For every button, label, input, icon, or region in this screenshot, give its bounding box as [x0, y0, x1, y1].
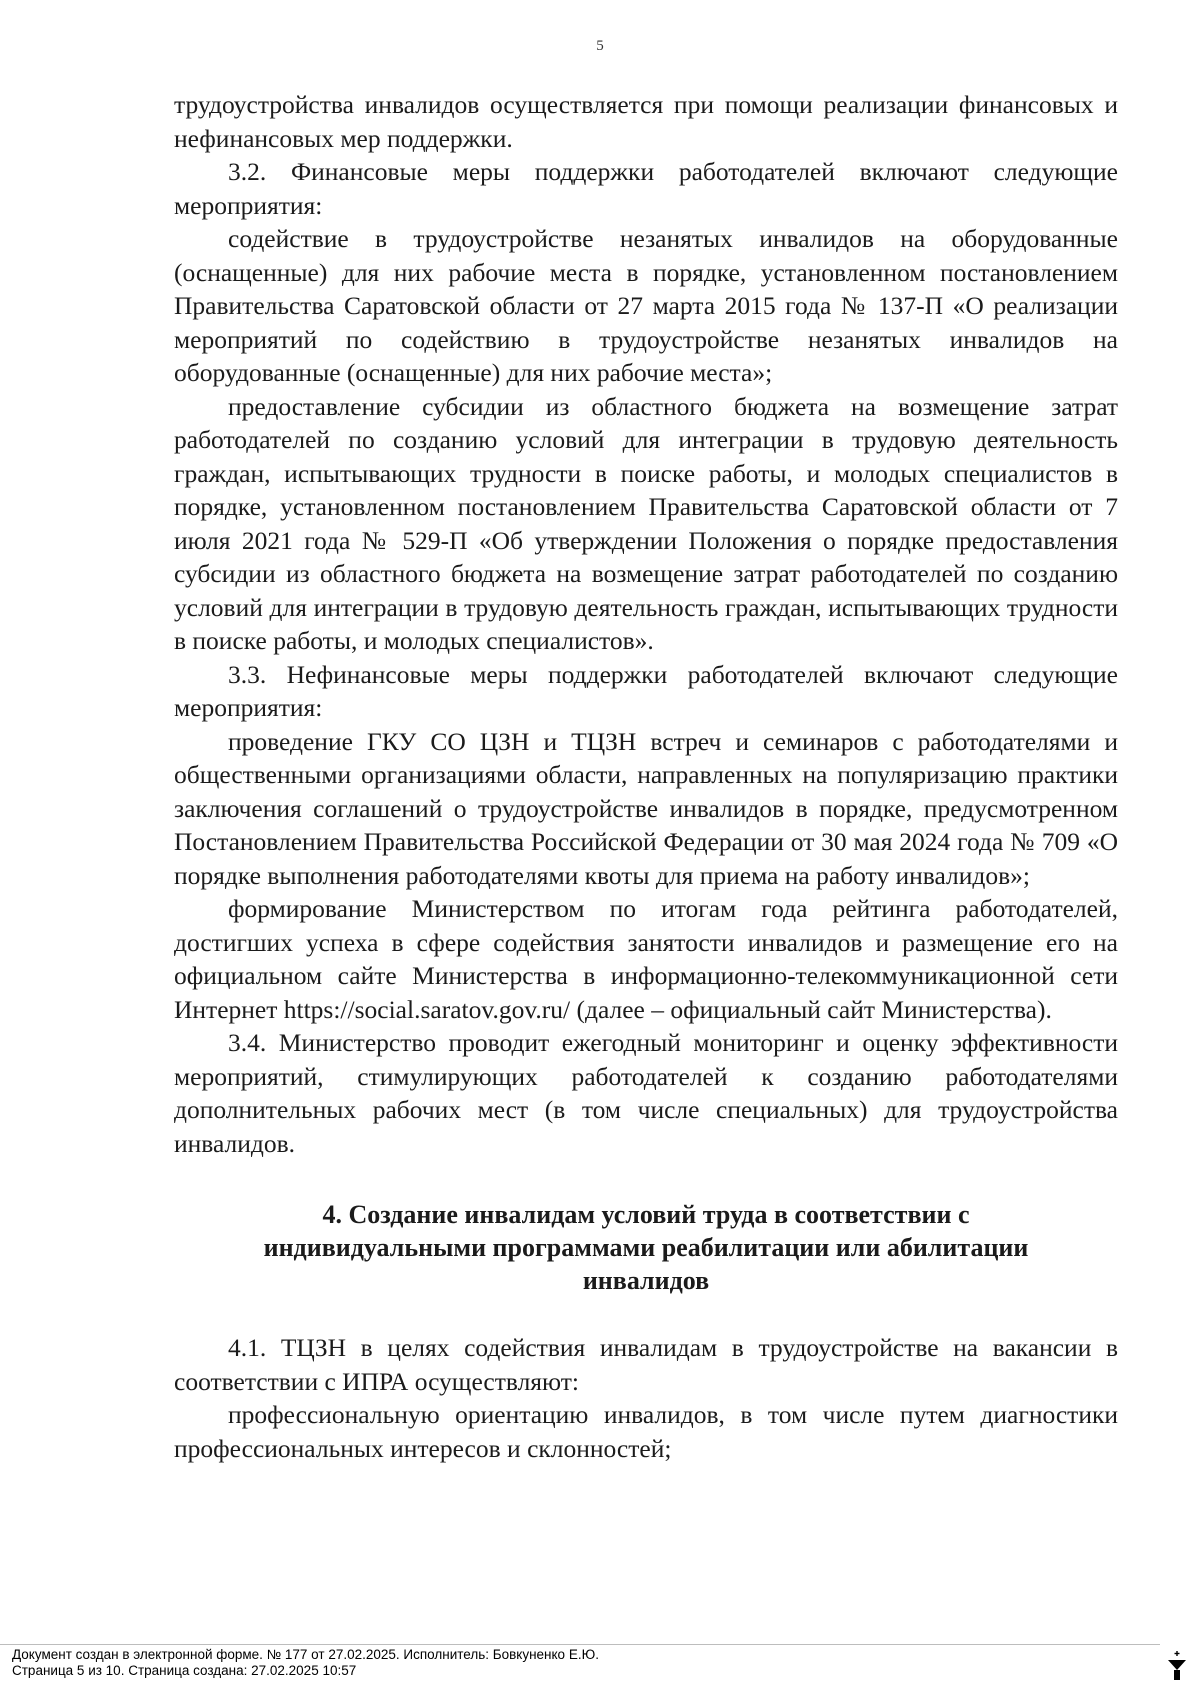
- document-footer: [12, 1647, 599, 1679]
- paragraph: 3.2. Финансовые меры поддержки работодателей включают следующие мероприятия:: [174, 157, 1118, 220]
- paragraph: содействие в трудоустройстве незанятых инвалидов на оборудованные (оснащенные) для них рабочие места в порядке, установленном постановлением Правительства Саратовской области от 27 марта 2015 года № 137-П «О реализации мероприятий по содействию в трудоустройстве незанятых инвалидов на оборудованные (оснащенные) для них рабочие места»;: [174, 224, 1118, 387]
- document-body: [174, 88, 1118, 1465]
- paragraph: 3.4. Министерство проводит ежегодный мониторинг и оценку эффективности мероприятий, стимулирующих работодателей к созданию работодателями дополнительных рабочих мест (в том числе специальных) для трудоустройства инвалидов.: [174, 1028, 1118, 1158]
- page-number: 5: [596, 38, 604, 54]
- section-heading-line: 4. Создание инвалидам условий труда в соответствии с: [322, 1200, 970, 1229]
- paragraph: 4.1. ТЦЗН в целях содействия инвалидам в трудоустройстве на вакансии в соответствии с ИПРА осуществляют:: [174, 1333, 1118, 1396]
- section-heading-line: инвалидов: [582, 1266, 710, 1295]
- section-heading: [174, 1198, 1118, 1297]
- paragraph: предоставление субсидии из областного бюджета на возмещение затрат работодателей по созданию условий для интеграции в трудовую деятельность граждан, испытывающих трудности в поиске работы, и молодых специалистов в порядке, установленном постановлением Правительства Саратовской области от 7 июля 2021 года № 529-П «Об утверждении Положения о порядке предоставления субсидии из областного бюджета на возмещение затрат работодателей по созданию условий для интеграции в трудовую деятельность граждан, испытывающих трудности в поиске работы, и молодых специалистов».: [174, 391, 1118, 655]
- footer-divider: [0, 1644, 1160, 1645]
- footer-line: Документ создан в электронной форме. № 177 от 27.02.2025. Исполнитель: Бовкуненко Е.Ю.: [12, 1647, 599, 1662]
- paragraph: проведение ГКУ СО ЦЗН и ТЦЗН встреч и семинаров с работодателями и общественными организациями области, направленных на популяризацию практики заключения соглашений о трудоустройстве инвалидов в порядке, предусмотренном Постановлением Правительства Российской Федерации от 30 мая 2024 года № 709 «О порядке выполнения работодателями квоты для приема на работу инвалидов»;: [174, 726, 1118, 890]
- footer-line: Страница 5 из 10. Страница создана: 27.02.2025 10:57: [12, 1663, 357, 1678]
- paragraph: трудоустройства инвалидов осуществляется при помощи реализации финансовых и нефинансовых мер поддержки.: [174, 90, 1118, 153]
- paragraph: формирование Министерством по итогам года рейтинга работодателей, достигших успеха в сфере содействия занятости инвалидов и размещение его на официальном сайте Министерства в информационно-телекоммуникационной сети Интернет https://social.saratov.gov.ru/ (далее – официальный сайт Министерства).: [174, 894, 1118, 1024]
- paragraph: профессиональную ориентацию инвалидов, в том числе путем диагностики профессиональных интересов и склонностей;: [174, 1400, 1118, 1463]
- saratov-emblem-icon: [1166, 1648, 1188, 1682]
- section-heading-line: индивидуальными программами реабилитации или абилитации: [263, 1233, 1029, 1262]
- paragraph: 3.3. Нефинансовые меры поддержки работодателей включают следующие мероприятия:: [174, 659, 1118, 722]
